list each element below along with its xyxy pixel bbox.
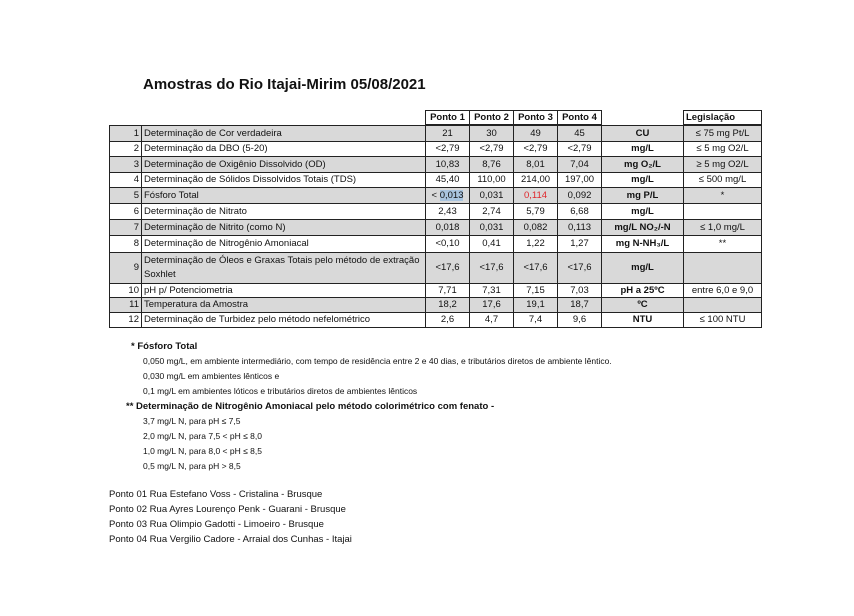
table-row (110, 283, 762, 297)
row-number: 9 (110, 252, 142, 283)
value-ponto-4: 9,6 (558, 312, 602, 327)
sampling-locations (109, 487, 352, 547)
text-selection: 0,013 (439, 189, 464, 201)
parameter-name: Determinação de Sólidos Dissolvidos Totais (TDS) (142, 172, 426, 187)
legislation-limit: ≤ 100 NTU (684, 312, 762, 327)
row-number: 5 (110, 187, 142, 203)
ammonia-note-line: 2,0 mg/L N, para 7,5 < pH ≤ 8,0 (143, 431, 262, 441)
table-row (110, 125, 762, 141)
unit: mg/L (602, 141, 684, 156)
value-ponto-1: < 0,013 (426, 187, 470, 203)
row-number: 4 (110, 172, 142, 187)
unit: mg/L (602, 203, 684, 219)
value-ponto-3: 1,22 (514, 235, 558, 252)
phosphorus-note-line: 0,1 mg/L em ambientes lóticos e tributários diretos de ambientes lênticos (143, 386, 418, 396)
row-number: 10 (110, 283, 142, 297)
value-ponto-3: 8,01 (514, 156, 558, 172)
value-ponto-2: 2,74 (470, 203, 514, 219)
value-ponto-4: <17,6 (558, 252, 602, 283)
value-ponto-3: 19,1 (514, 297, 558, 312)
value-ponto-4: 18,7 (558, 297, 602, 312)
value-ponto-3: 5,79 (514, 203, 558, 219)
value-ponto-4: 1,27 (558, 235, 602, 252)
unit: ºC (602, 297, 684, 312)
parameter-name: Determinação de Nitrato (142, 203, 426, 219)
header-ponto-2: Ponto 2 (470, 111, 514, 126)
parameter-name: Determinação de Nitrito (como N) (142, 219, 426, 235)
parameter-name: Determinação de Óleos e Graxas Totais pelo método de extração Soxhlet (142, 252, 426, 283)
unit: NTU (602, 312, 684, 327)
value-ponto-1: 18,2 (426, 297, 470, 312)
row-number: 6 (110, 203, 142, 219)
value-ponto-2: 17,6 (470, 297, 514, 312)
parameter-name: Determinação da DBO (5-20) (142, 141, 426, 156)
row-number: 1 (110, 125, 142, 141)
page-title: Amostras do Rio Itajai-Mirim 05/08/2021 (143, 76, 426, 93)
notes (126, 339, 612, 474)
parameter-name: Determinação de Oxigênio Dissolvido (OD) (142, 156, 426, 172)
legislation-limit (684, 252, 762, 283)
value-ponto-2: <2,79 (470, 141, 514, 156)
row-number: 8 (110, 235, 142, 252)
value-ponto-3: 49 (514, 125, 558, 141)
phosphorus-note-line: 0,030 mg/L em ambientes lênticos e (143, 371, 280, 381)
value-ponto-2: 4,7 (470, 312, 514, 327)
legislation-limit: ≤ 5 mg O2/L (684, 141, 762, 156)
value-ponto-4: 197,00 (558, 172, 602, 187)
location-item: Ponto 01 Rua Estefano Voss - Cristalina - Brusque (109, 489, 323, 500)
value-ponto-2: <17,6 (470, 252, 514, 283)
ammonia-note-line: 3,7 mg/L N, para pH ≤ 7,5 (143, 416, 241, 426)
unit: CU (602, 125, 684, 141)
table-row (110, 252, 762, 283)
legislation-limit: * (684, 187, 762, 203)
row-number: 7 (110, 219, 142, 235)
value-ponto-3: 214,00 (514, 172, 558, 187)
unit: mg N-NH₃/L (602, 235, 684, 252)
unit: mg/L (602, 172, 684, 187)
value-ponto-3: 7,4 (514, 312, 558, 327)
table-row (110, 235, 762, 252)
value-ponto-1: 7,71 (426, 283, 470, 297)
value-ponto-2: 0,031 (470, 187, 514, 203)
unit: mg P/L (602, 187, 684, 203)
row-number: 2 (110, 141, 142, 156)
legislation-limit: entre 6,0 e 9,0 (684, 283, 762, 297)
row-number: 12 (110, 312, 142, 327)
value-ponto-1: <17,6 (426, 252, 470, 283)
results-table (109, 110, 762, 328)
value-ponto-3: <17,6 (514, 252, 558, 283)
parameter-name: Determinação de Turbidez pelo método nefelométrico (142, 312, 426, 327)
legislation-limit: ≤ 75 mg Pt/L (684, 125, 762, 141)
header-ponto-1: Ponto 1 (426, 111, 470, 126)
value-ponto-4: 6,68 (558, 203, 602, 219)
row-number: 3 (110, 156, 142, 172)
ammonia-note-line: 1,0 mg/L N, para 8,0 < pH ≤ 8,5 (143, 446, 262, 456)
value-ponto-2: 0,031 (470, 219, 514, 235)
legislation-limit: ** (684, 235, 762, 252)
table-header (110, 111, 762, 126)
parameter-name: Determinação de Cor verdadeira (142, 125, 426, 141)
parameter-name: pH p/ Potenciometria (142, 283, 426, 297)
ammonia-note-title: ** Determinação de Nitrogênio Amoniacal pelo método colorimétrico com fenato - (126, 401, 495, 412)
value-ponto-3: 0,082 (514, 219, 558, 235)
unit: mg O₂/L (602, 156, 684, 172)
legislation-limit (684, 203, 762, 219)
value-ponto-2: 8,76 (470, 156, 514, 172)
phosphorus-note-line: 0,050 mg/L, em ambiente intermediário, com tempo de residência entre 2 e 40 dias, e tributários diretos de ambiente lêntico. (143, 356, 612, 366)
table-row (110, 312, 762, 327)
parameter-name: Fósforo Total (142, 187, 426, 203)
location-item: Ponto 03 Rua Olimpio Gadotti - Limoeiro - Brusque (109, 519, 324, 530)
location-item: Ponto 04 Rua Vergilio Cadore - Arraial dos Cunhas - Itajai (109, 534, 352, 545)
value-ponto-4: 7,03 (558, 283, 602, 297)
unit: pH a 25ºC (602, 283, 684, 297)
value-ponto-4: 7,04 (558, 156, 602, 172)
value-ponto-1: 21 (426, 125, 470, 141)
legislation-limit: ≤ 1,0 mg/L (684, 219, 762, 235)
ammonia-note-line: 0,5 mg/L N, para pH > 8,5 (143, 461, 241, 471)
unit: mg/L NO₂/-N (602, 219, 684, 235)
table-row (110, 141, 762, 156)
value-ponto-1: 2,6 (426, 312, 470, 327)
location-item: Ponto 02 Rua Ayres Lourenço Penk - Guarani - Brusque (109, 504, 346, 515)
legislation-limit: ≤ 500 mg/L (684, 172, 762, 187)
value-ponto-1: <2,79 (426, 141, 470, 156)
value-ponto-2: 0,41 (470, 235, 514, 252)
phosphorus-note-title: * Fósforo Total (131, 341, 198, 352)
parameter-name: Temperatura da Amostra (142, 297, 426, 312)
unit: mg/L (602, 252, 684, 283)
header-ponto-4: Ponto 4 (558, 111, 602, 126)
header-ponto-3: Ponto 3 (514, 111, 558, 126)
value-ponto-1: 10,83 (426, 156, 470, 172)
value-ponto-2: 7,31 (470, 283, 514, 297)
legislation-limit: ≥ 5 mg O2/L (684, 156, 762, 172)
header-legislacao: Legislação (684, 111, 762, 126)
parameter-name: Determinação de Nitrogênio Amoniacal (142, 235, 426, 252)
value-ponto-3: <2,79 (514, 141, 558, 156)
value-ponto-1: <0,10 (426, 235, 470, 252)
value-ponto-1: 45,40 (426, 172, 470, 187)
table-row (110, 219, 762, 235)
table-row (110, 172, 762, 187)
value-ponto-3: 7,15 (514, 283, 558, 297)
value-ponto-4: 0,092 (558, 187, 602, 203)
value-ponto-1: 0,018 (426, 219, 470, 235)
value-ponto-1: 2,43 (426, 203, 470, 219)
value-ponto-3: 0,114 (514, 187, 558, 203)
table-row (110, 203, 762, 219)
value-ponto-4: <2,79 (558, 141, 602, 156)
value-ponto-2: 30 (470, 125, 514, 141)
table-row (110, 297, 762, 312)
table-row (110, 156, 762, 172)
value-ponto-4: 0,113 (558, 219, 602, 235)
value-ponto-2: 110,00 (470, 172, 514, 187)
legislation-limit (684, 297, 762, 312)
table-row (110, 187, 762, 203)
value-ponto-4: 45 (558, 125, 602, 141)
row-number: 11 (110, 297, 142, 312)
